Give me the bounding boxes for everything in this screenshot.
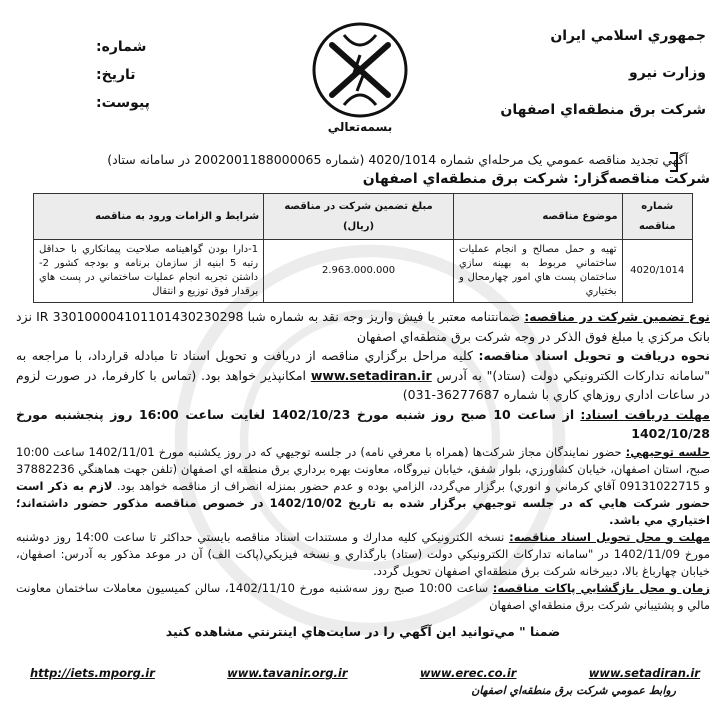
documents-paragraph — [16, 346, 710, 405]
setad-link[interactable]: www.setadiran.ir — [310, 367, 432, 383]
submission-text: نسخه الكترونيكي كليه مدارك و مستندات اسناد مناقصه بايستي حداكثر تا ساعت 14:00 روز دوشنبه مورخ 1402/11/09 در "سامانه تداركات الكترونيكي دولت (ستاد) بارگذاري و نسخه فيزيكي(پاكت الف) آن در موعد مذكور به آدرس: اصفهان، خيابان چهارباغ بالا، دبيرخانه شركت برق منطقه‌اي اصفهان تحويل گردد. — [16, 529, 710, 578]
opening-title: زمان و محل بازگشايي پاكات مناقصه: — [492, 580, 711, 595]
header-subject: موضوع مناقصه — [453, 194, 622, 240]
website-links — [30, 666, 700, 680]
link-erec[interactable]: www.erec.co.ir — [419, 666, 517, 680]
table-row — [34, 240, 693, 303]
footer-note: ضمنا " مي‌توانيد اين آگهي را در سايت‌هاي اينترنتي مشاهده كنيد — [165, 623, 561, 639]
receive-deadline-paragraph — [16, 405, 710, 444]
cell-amount: 2.963.000.000 — [264, 240, 454, 303]
table-header-row — [34, 194, 693, 240]
tender-table — [33, 193, 693, 303]
organizer: شركت مناقصه‌گزار: شركت برق منطقه‌اي اصفهان — [362, 170, 710, 187]
guarantee-title: نوع تضمين شركت در مناقصه: — [524, 309, 710, 324]
guarantee-paragraph — [16, 307, 710, 346]
briefing-text: حضور نمايندگان مجاز شركت‌ها (همراه با معرفي نامه) در جلسه توجيهي كه در روز يكشنبه مورخ 1402/11/01 ساعت 10:00 صبح، استان اصفهان، خيابان كشاورزي، بلوار شفق، خيابان نيروگاه، معاونت بهره برداري برق منطقه اي اصفهان (تلفن جهت هماهنگي 37882236 و 09131022715 آقاي كرماني و انوري) برگزار مي‌گردد، الزامي بوده و عدم حضور بمنزله انصراف از مناقصه خواهد بود. — [16, 444, 710, 493]
guarantee-text: ضمانتنامه معتبر يا فيش واريز وجه نقد به شماره شبا IR 330100004101101430230298 نزد بانک مركزي يا مبلغ فوق الذكر در وجه شركت برق منطقه‌اي اصفهان — [16, 309, 710, 344]
header-amount: مبلغ تضمين شركت در مناقصه (ريال) — [264, 194, 454, 240]
submission-paragraph — [16, 529, 710, 580]
opening-text: ساعت 10:00 صبح روز سه‌شنبه مورخ 1402/11/10، سالن كميسيون معاملات ساختمان معاونت مالي و پشتيباني شركت برق منطقه‌اي اصفهان — [16, 580, 710, 612]
receive-deadline-text: از ساعت 10 صبح روز شنبه مورخ 1402/10/23 لغايت ساعت 16:00 روز پنجشنبه مورخ 1402/10/28 — [16, 406, 710, 441]
briefing-emphasis: لازم به ذكر است حضور شركت هايي كه در جلسه توجيهي برگزار شده به تاريخ 1402/10/02 در خصوص مناقصه مذكور حضور داشته‌اند؛ اختياري مي باشد. — [16, 478, 710, 527]
notice-body — [16, 150, 710, 641]
letterhead-left — [96, 33, 150, 117]
ministry-name: وزارت نيرو — [629, 65, 706, 81]
public-relations-signature: روابط عمومي شركت برق منطقه‌اي اصفهان — [471, 684, 676, 697]
company-name: شركت برق منطقه‌اي اصفهان — [500, 102, 706, 118]
country-name: جمهوري اسلامي ايران — [550, 28, 706, 44]
cell-number: 4020/1014 — [622, 240, 692, 303]
cell-subject: تهيه و حمل مصالح و انجام عمليات ساختماني مربوط به بهينه سازي ساختمان پست هاي امور چهارمحال و بختياري — [453, 240, 622, 303]
notice-intro: آگهي تجديد مناقصه عمومي يک مرحله‌اي شماره 4020/1014 (شماره 2002001188000065 در سامانه ستاد) — [107, 152, 688, 167]
submission-title: مهلت و محل تحويل اسناد مناقصه: — [509, 529, 711, 544]
documents-text: كليه مراحل برگزاري مناقصه از دريافت و تحويل اسناد تا مبادله قرارداد، با مراجعه به "سامانه تداركات الكترونيكي دولت (ستاد)" به آدرس — [16, 348, 710, 383]
company-logo-icon — [300, 15, 420, 135]
logo-caption: بسمه‌تعالي — [327, 120, 393, 134]
link-setadiran[interactable]: www.setadiran.ir — [588, 666, 700, 680]
opening-paragraph — [16, 580, 710, 614]
number-label: شماره: — [96, 39, 147, 55]
documents-text-2: امكانپذير خواهد بود. (تماس با كارفرما، در صورت لزوم در ساعات اداري روزهاي كاري با شماره 36277687-031) — [16, 367, 710, 402]
attachment-label: پيوست: — [96, 95, 150, 111]
link-iets[interactable]: http://iets.mporg.ir — [30, 666, 155, 680]
cell-conditions: 1-دارا بودن گواهينامه صلاحيت پيمانكاري با حداقل رتبه 5 ابنيه از سازمان برنامه و بودجه كشور 2-داشتن تجربه انجام عمليات ساختماني در پست هاي برقدار فوق توزيع و انتقال — [34, 240, 264, 303]
header-number: شماره مناقصه — [622, 194, 692, 240]
briefing-title: جلسه توجيهي: — [625, 444, 711, 459]
letterhead-right — [500, 18, 706, 129]
documents-title: نحوه دريافت و تحويل اسناد مناقصه: — [478, 348, 710, 363]
briefing-paragraph — [16, 444, 710, 529]
link-tavanir[interactable]: www.tavanir.org.ir — [227, 666, 348, 680]
header-conditions: شرايط و الزامات ورود به مناقصه — [34, 194, 264, 240]
date-label: تاريخ: — [96, 67, 136, 83]
receive-deadline-title: مهلت دريافت اسناد: — [580, 406, 710, 422]
